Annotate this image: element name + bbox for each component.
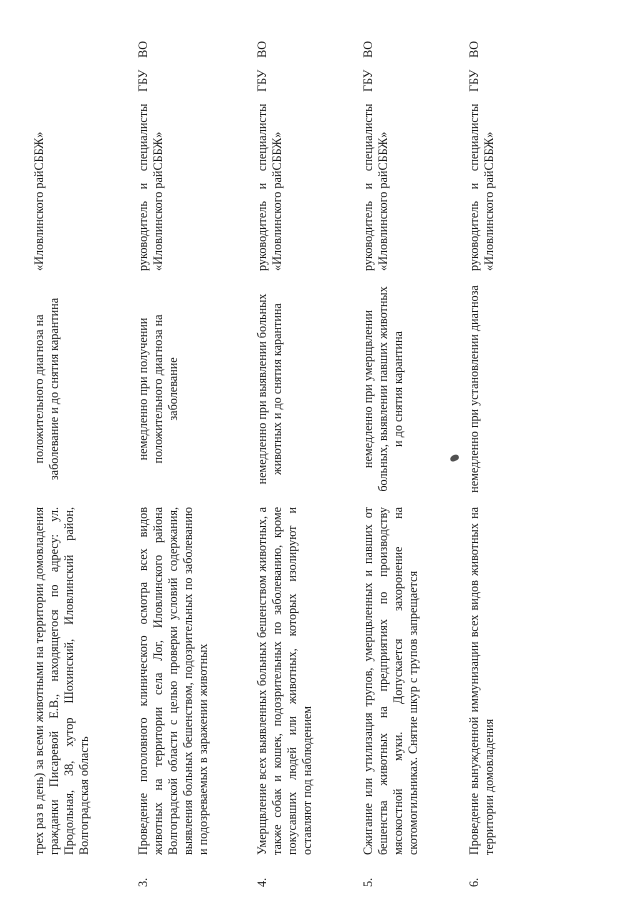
responsible-text: руководитель и специалисты ГБУ ВО «Иловлинского райСББЖ» [467, 41, 496, 271]
row-number: 5. [361, 877, 375, 887]
row-number: 6. [467, 877, 481, 887]
term-text: немедленно при умерщвлении больных, выявлении павших животных и до снятия карантина [361, 286, 405, 492]
table-row [30, 33, 134, 893]
table-row [465, 33, 531, 893]
term-text: немедленно при получении положительного диагноза на заболевание [136, 314, 180, 464]
term-text: положительного диагноза на заболевание и до снятия карантина [32, 297, 61, 481]
table-row [359, 33, 465, 893]
table-row [253, 33, 359, 893]
row-number [30, 861, 134, 893]
term-text: немедленно при установлении диагноза [467, 285, 481, 493]
table-row [134, 33, 253, 893]
action-text: Сжигание или утилизация трупов, умерщвленных и павших от бешенства животных на предприятиях по производству мясокостной муки. Допускается захоронение на скотомогильниках. Снятие шкур с трупов запрещается [361, 507, 420, 855]
row-number: 3. [136, 877, 150, 887]
responsible-text: руководитель и специалисты ГБУ ВО «Иловлинского райСББЖ» [136, 41, 165, 271]
action-text: Проведение вынужденной иммунизации всех видов животных на территории домовладения [467, 507, 496, 855]
responsible-text: руководитель и специалисты ГБУ ВО «Иловлинского райСББЖ» [361, 41, 390, 271]
action-text: Проведение поголовного клинического осмотра всех видов животных на территории села Лог, Иловлинского района Волгоградской области с целью проверки условий содержания, выявления больных бешенством, подозрительных по заболеванию и подозреваемых в заражении животных [136, 507, 210, 855]
action-text: трех раз в день) за всеми животными на территории домовладения гражданки Писаревой Е.В., находящегося по адресу: ул. Продольная, 38, хутор Шохинский, Иловлинский район, Волгоградская область [32, 507, 91, 855]
responsible-text: «Иловлинского райСББЖ» [32, 131, 46, 271]
row-number: 4. [255, 877, 269, 887]
action-text: Умерщвление всех выявленных больных бешенством животных, а также собак и кошек, подозрительных по заболеванию, кроме покусавших людей или животных, которых изолируют и оставляют под наблюдением [255, 507, 314, 855]
term-text: немедленно при выявлении больных животных и до снятия карантина [255, 293, 284, 485]
responsible-text: руководитель и специалисты ГБУ ВО «Иловлинского райСББЖ» [255, 41, 284, 271]
measures-table [30, 33, 531, 893]
